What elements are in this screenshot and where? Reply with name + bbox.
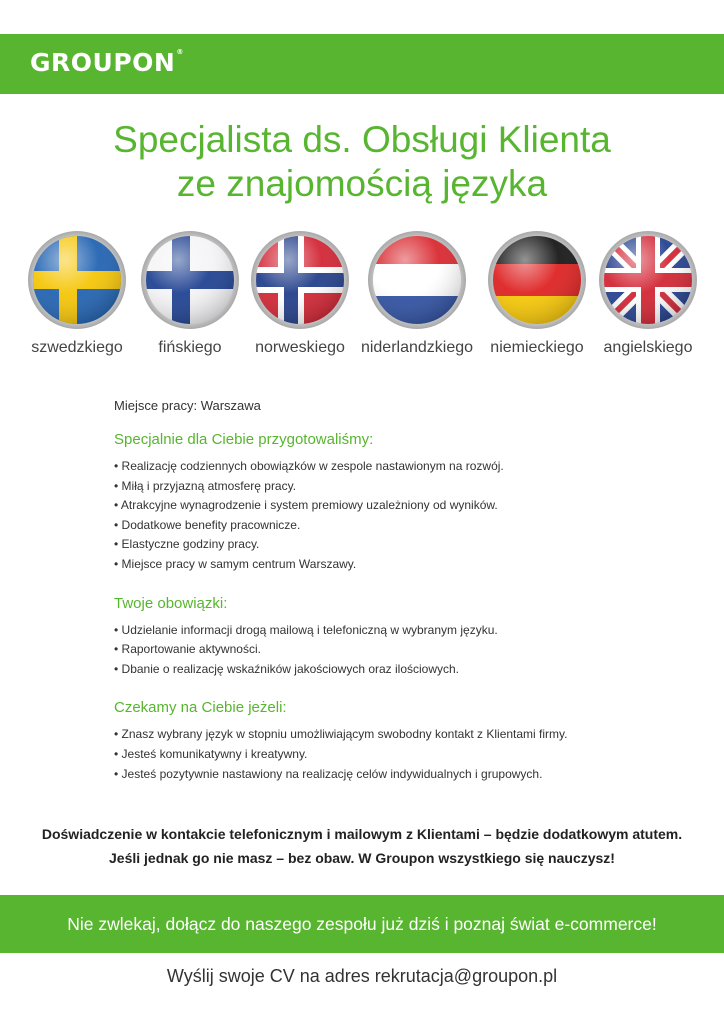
flag-sweden [17, 230, 137, 357]
job-details [114, 390, 674, 804]
flag-label: fińskiego [158, 339, 222, 356]
list-item: • Elastyczne godziny pracy. [114, 535, 674, 555]
flag-germany [477, 230, 597, 357]
duties-list [114, 621, 674, 680]
finland-flag-icon [140, 230, 240, 330]
closing-line-1: Doświadczenie w kontakcie telefonicznym i mailowym z Klientami – będzie dodatkowym atutem. [41, 826, 683, 842]
list-item: • Miejsce pracy w samym centrum Warszawy. [114, 555, 674, 575]
flag-label: norweskiego [255, 339, 345, 356]
sweden-flag-icon [27, 230, 127, 330]
work-location: Miejsce pracy: Warszawa [114, 398, 261, 413]
list-item: • Dbanie o realizację wskaźników jakościowych oraz ilościowych. [114, 660, 674, 680]
list-item: • Realizację codziennych obowiązków w zespole nastawionym na rozwój. [114, 457, 674, 477]
list-item: • Dodatkowe benefity pracownicze. [114, 516, 674, 536]
flag-netherlands [357, 230, 477, 357]
section-heading-benefits: Specjalnie dla Ciebie przygotowaliśmy: [114, 431, 374, 448]
united-kingdom-flag-icon [598, 230, 698, 330]
page-title [0, 118, 724, 206]
groupon-logo: GROUPON® [30, 48, 184, 77]
flag-norway [240, 230, 360, 357]
list-item: • Raportowanie aktywności. [114, 640, 674, 660]
flag-label: niemieckiego [490, 339, 584, 356]
flag-finland [130, 230, 250, 357]
list-item: • Udzielanie informacji drogą mailową i telefoniczną w wybranym języku. [114, 621, 674, 641]
requirements-list [114, 725, 674, 784]
flag-label: angielskiego [603, 339, 693, 356]
list-item: • Miłą i przyjazną atmosferę pracy. [114, 477, 674, 497]
title-line-1: Specjalista ds. Obsługi Klienta [113, 119, 611, 160]
closing-note [0, 822, 724, 870]
flag-united-kingdom [588, 230, 708, 357]
section-heading-requirements: Czekamy na Ciebie jeżeli: [114, 699, 287, 717]
flag-label: niderlandzkiego [360, 339, 474, 356]
section-heading-duties: Twoje obowiązki: [114, 594, 228, 612]
list-item: • Jesteś komunikatywny i kreatywny. [114, 745, 674, 765]
closing-line-2: Jeśli jednak go nie masz – bez obaw. W Groupon wszystkiego się nauczysz! [109, 850, 615, 866]
language-flags [0, 230, 724, 360]
title-line-2: ze znajomością języka [176, 163, 548, 204]
germany-flag-icon [487, 230, 587, 330]
netherlands-flag-icon [367, 230, 467, 330]
call-to-action-bar: Nie zwlekaj, dołącz do naszego zespołu już dziś i poznaj świat e-commerce! [0, 895, 724, 953]
flag-label: szwedzkiego [31, 339, 123, 356]
list-item: • Znasz wybrany język w stopniu umożliwiającym swobodny kontakt z Klientami firmy. [114, 725, 674, 745]
benefits-list [114, 457, 674, 575]
norway-flag-icon [250, 230, 350, 330]
list-item: • Atrakcyjne wynagrodzenie i system premiowy uzależniony od wyników. [114, 496, 674, 516]
list-item: • Jesteś pozytywnie nastawiony na realizację celów indywidualnych i grupowych. [114, 765, 674, 785]
contact-info: Wyślij swoje CV na adres rekrutacja@groupon.pl [166, 966, 558, 986]
